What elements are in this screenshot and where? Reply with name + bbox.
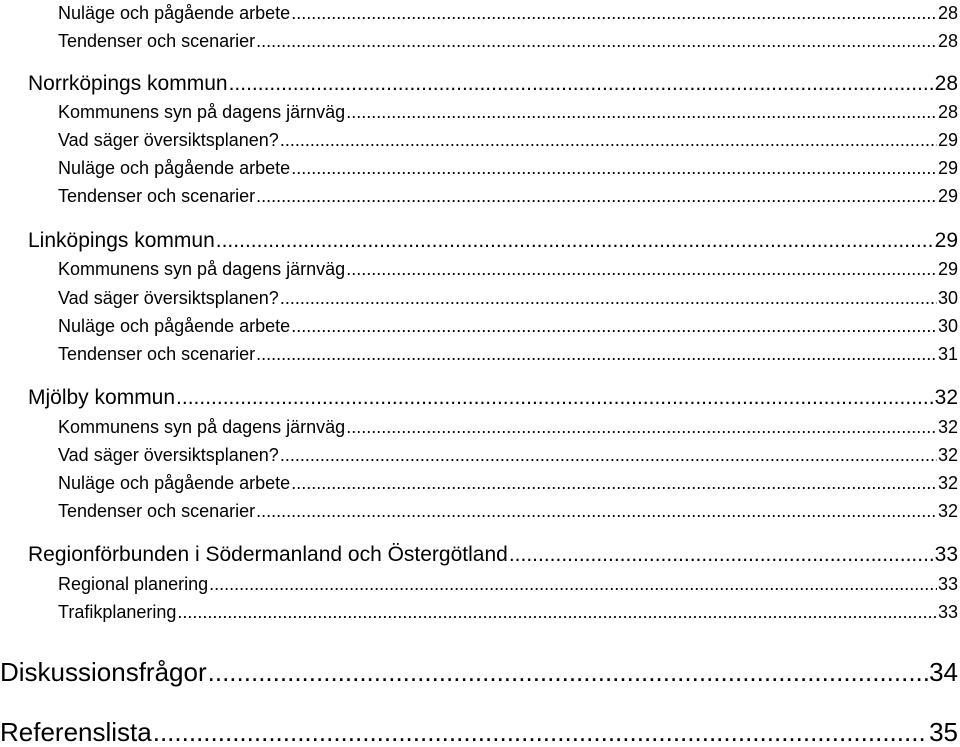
toc-page-number: 29 <box>937 186 958 206</box>
toc-dot-leader <box>346 260 937 278</box>
toc-entry[interactable] <box>58 345 958 363</box>
toc-entry[interactable] <box>58 474 958 492</box>
toc-dot-leader <box>291 474 937 492</box>
toc-page-number: 30 <box>937 288 958 308</box>
toc-entry[interactable] <box>58 187 958 205</box>
toc-dot-leader <box>176 387 934 408</box>
toc-entry-title: Mjölby kommun <box>28 386 176 409</box>
toc-entry-title: Regionförbunden i Södermanland och Östergötland <box>28 543 508 566</box>
toc-page-number: 30 <box>937 316 958 336</box>
toc-dot-leader <box>291 159 937 177</box>
toc-entry[interactable] <box>0 659 958 685</box>
toc-dot-leader <box>229 73 934 94</box>
toc-page-number: 32 <box>937 501 958 521</box>
toc-entry-title: Referenslista <box>0 717 152 747</box>
toc-entry[interactable] <box>28 230 958 251</box>
toc-entry-title: Nuläge och pågående arbete <box>58 473 291 493</box>
toc-page-number: 33 <box>934 543 958 566</box>
toc-entry[interactable] <box>58 103 958 121</box>
toc-dot-leader <box>256 345 937 363</box>
toc-page-number: 35 <box>929 717 958 747</box>
toc-entry[interactable] <box>58 418 958 436</box>
toc-entry-title: Trafikplanering <box>58 602 177 622</box>
toc-entry-title: Tendenser och scenarier <box>58 186 256 206</box>
toc-dot-leader <box>153 719 928 745</box>
toc-entry-title: Kommunens syn på dagens järnväg <box>58 259 346 279</box>
toc-dot-leader <box>256 32 937 50</box>
toc-entry[interactable] <box>0 719 958 745</box>
toc-dot-leader <box>208 659 928 685</box>
toc-entry-title: Regional planering <box>58 574 209 594</box>
toc-page-number: 34 <box>929 657 958 687</box>
toc-page-number: 31 <box>937 344 958 364</box>
toc-entry[interactable] <box>58 575 958 593</box>
toc-page-number: 28 <box>934 72 958 95</box>
toc-entry-title: Vad säger översiktsplanen? <box>58 445 279 465</box>
toc-page-number: 33 <box>937 602 958 622</box>
toc-entry-title: Linköpings kommun <box>28 229 215 252</box>
toc-entry-title: Tendenser och scenarier <box>58 31 256 51</box>
toc-page-number: 32 <box>937 445 958 465</box>
toc-entry-title: Norrköpings kommun <box>28 72 228 95</box>
toc-dot-leader <box>216 230 934 251</box>
toc-dot-leader <box>346 103 937 121</box>
toc-entry[interactable] <box>58 32 958 50</box>
toc-page-number: 32 <box>937 473 958 493</box>
toc-dot-leader <box>256 187 937 205</box>
toc-entry[interactable] <box>58 289 958 307</box>
toc-dot-leader <box>209 575 937 593</box>
toc-page-number: 28 <box>937 3 958 23</box>
toc-page-number: 29 <box>937 158 958 178</box>
toc-dot-leader <box>256 502 937 520</box>
toc-dot-leader <box>291 317 937 335</box>
toc-entry[interactable] <box>58 603 958 621</box>
toc-entry[interactable] <box>58 502 958 520</box>
toc-dot-leader <box>291 4 937 22</box>
toc-entry-title: Nuläge och pågående arbete <box>58 316 291 336</box>
toc-dot-leader <box>177 603 937 621</box>
toc-page-number: 32 <box>934 386 958 409</box>
toc-entry[interactable] <box>28 73 958 94</box>
toc-entry[interactable] <box>28 544 958 565</box>
toc-entry[interactable] <box>58 4 958 22</box>
toc-entry[interactable] <box>28 387 958 408</box>
toc-entry-title: Diskussionsfrågor <box>0 657 207 687</box>
toc-entry-title: Vad säger översiktsplanen? <box>58 130 279 150</box>
toc-dot-leader <box>280 131 937 149</box>
toc-entry-title: Nuläge och pågående arbete <box>58 158 291 178</box>
toc-entry[interactable] <box>58 446 958 464</box>
toc-entry-title: Tendenser och scenarier <box>58 344 256 364</box>
toc-entry-title: Nuläge och pågående arbete <box>58 3 291 23</box>
toc-page-number: 28 <box>937 31 958 51</box>
toc-page-number: 32 <box>937 417 958 437</box>
toc-entry[interactable] <box>58 317 958 335</box>
toc-dot-leader <box>509 544 934 565</box>
toc-entry[interactable] <box>58 260 958 278</box>
toc-entry-title: Kommunens syn på dagens järnväg <box>58 417 346 437</box>
toc-page-number: 29 <box>937 259 958 279</box>
toc-page-number: 33 <box>937 574 958 594</box>
toc-page-number: 29 <box>937 130 958 150</box>
toc-page-number: 28 <box>937 102 958 122</box>
toc-entry-title: Tendenser och scenarier <box>58 501 256 521</box>
toc-entry[interactable] <box>58 159 958 177</box>
toc-dot-leader <box>280 289 937 307</box>
toc-entry-title: Kommunens syn på dagens järnväg <box>58 102 346 122</box>
toc-entry-title: Vad säger översiktsplanen? <box>58 288 279 308</box>
toc-entry[interactable] <box>58 131 958 149</box>
toc-dot-leader <box>346 418 937 436</box>
toc-dot-leader <box>280 446 937 464</box>
toc-page-number: 29 <box>934 229 958 252</box>
